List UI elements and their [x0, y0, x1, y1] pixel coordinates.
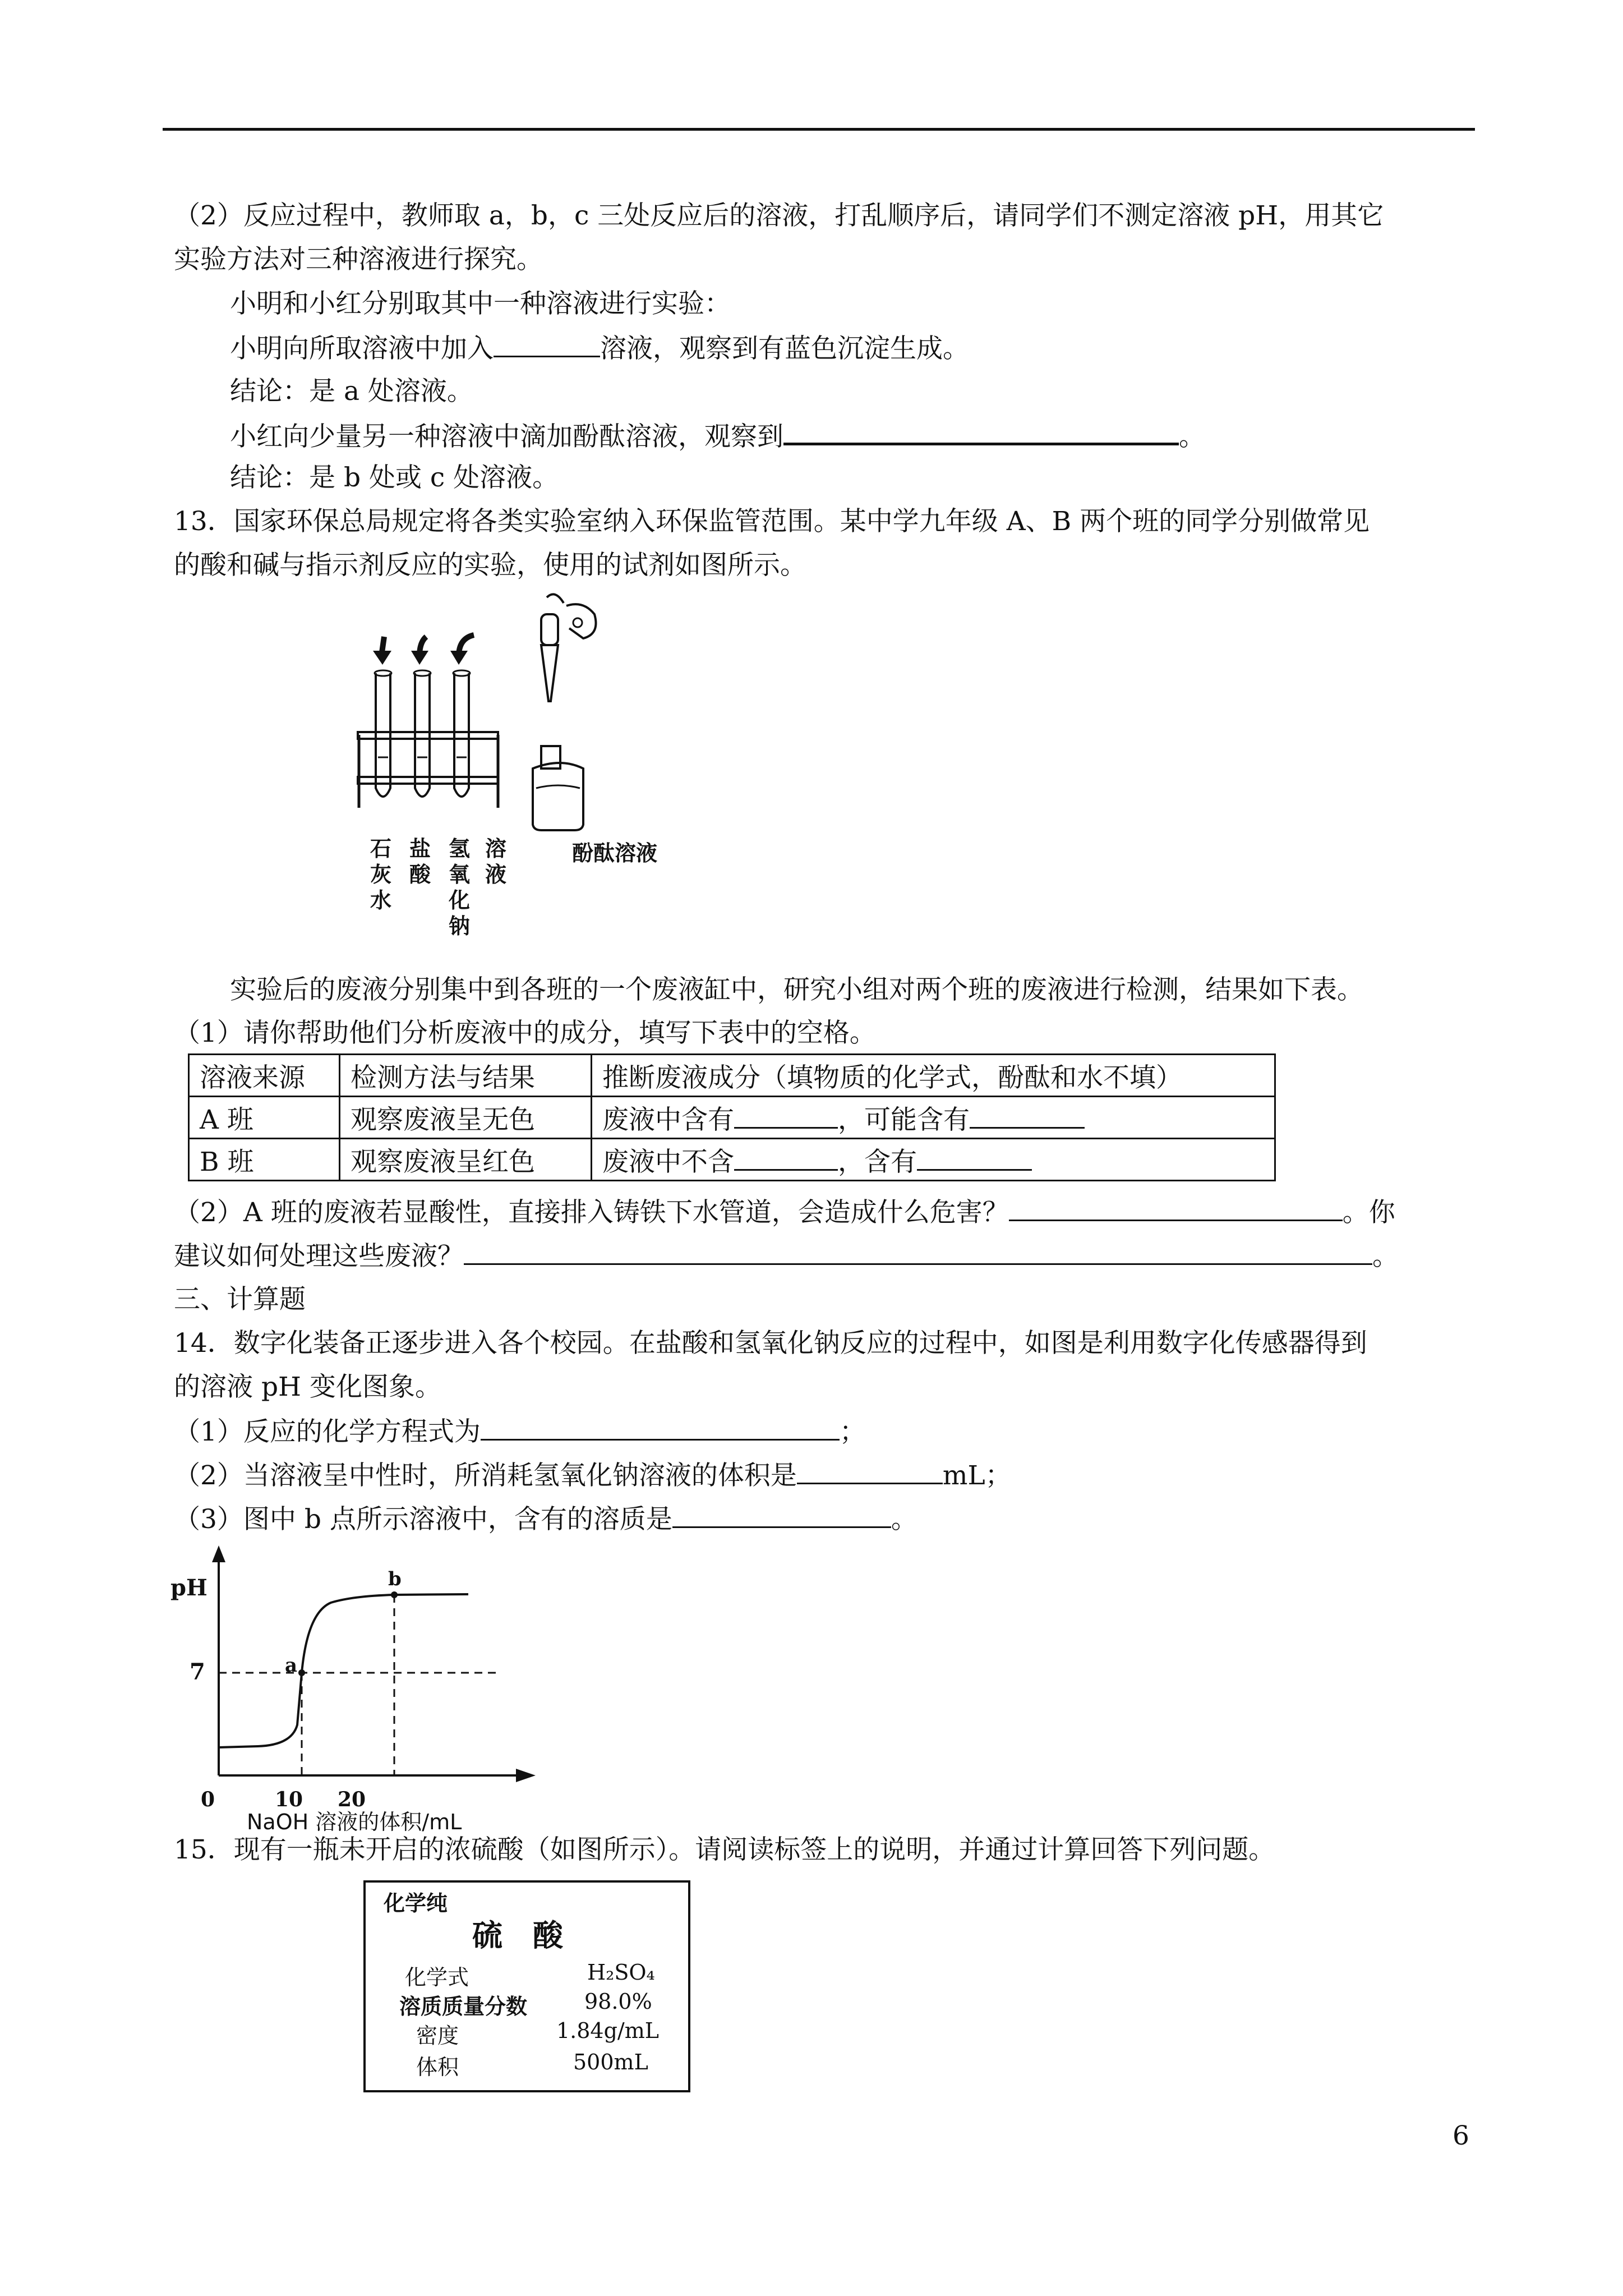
ph-chart	[163, 1540, 544, 1832]
point-a	[298, 1669, 305, 1676]
row-a-blank-1[interactable]	[734, 1102, 838, 1129]
ph-curve	[219, 1594, 468, 1747]
y-axis-label: pH	[170, 1575, 208, 1601]
q12-part2: （2）反应过程中，教师取 a，b，c 三处反应后的溶液，打乱顺序后，请同学们不测定溶液 pH，用其它	[174, 200, 1384, 231]
y-tick-7: 7	[190, 1659, 205, 1685]
q13-part2	[174, 1195, 1395, 1230]
q12-part2-cont: 实验方法对三种溶液进行探究。	[174, 244, 543, 275]
row-b-text-a: 废液中不含	[602, 1146, 734, 1177]
label-density-value: 1.84g/mL	[556, 2018, 660, 2043]
q12-conclusion-1: 结论：是 a 处溶液。	[230, 376, 473, 407]
reagent-figure	[348, 589, 662, 954]
point-b-label: b	[388, 1568, 402, 1590]
table-cell: A 班	[189, 1097, 340, 1139]
point-a-label: a	[285, 1654, 298, 1677]
q13-part2-cont	[174, 1239, 1399, 1273]
q14-p2-blank[interactable]	[797, 1458, 943, 1484]
label-solution: 溶液	[485, 836, 507, 887]
q14-p1-text-b: ；	[839, 1416, 866, 1447]
label-volume-key: 体积	[416, 2055, 459, 2079]
section-heading: 三、计算题	[174, 1284, 306, 1315]
row-b-text-b: ，含有	[838, 1146, 917, 1177]
q14-part1	[174, 1414, 866, 1449]
label-fraction-key: 溶质质量分数	[399, 1994, 528, 2019]
table-header: 溶液来源	[189, 1055, 340, 1097]
q13-part2-blank-2[interactable]	[464, 1239, 1372, 1265]
label-formula-key: 化学式	[405, 1965, 469, 1990]
q14-part2	[174, 1458, 1012, 1493]
q12-ming-blank[interactable]	[494, 331, 600, 357]
q13-part2-text-b: 。你	[1342, 1197, 1395, 1228]
q14-p1-text-a: （1）反应的化学方程式为	[174, 1416, 481, 1447]
q13-part2-blank-1[interactable]	[1009, 1195, 1343, 1221]
q12-ming	[230, 331, 969, 366]
label-density-key: 密度	[416, 2023, 459, 2048]
q14-p2-text-a: （2）当溶液呈中性时，所消耗氢氧化钠溶液的体积是	[174, 1460, 797, 1491]
q14-p1-blank[interactable]	[481, 1414, 840, 1441]
header-rule	[163, 128, 1475, 131]
q14-p3-text-a: （3）图中 b 点所示溶液中，含有的溶质是	[174, 1504, 672, 1535]
q12-hong	[230, 418, 1205, 454]
x-tick-10: 10	[275, 1788, 303, 1811]
q13-stem-1: 13．国家环保总局规定将各类实验室纳入环保监管范围。某中学九年级 A、B 两个班的同学分别做常见	[174, 506, 1370, 537]
q13-part2-text-c: 建议如何处理这些废液？	[174, 1241, 464, 1272]
page-number: 6	[1453, 2120, 1469, 2151]
label-sodium-hydroxide: 氢氧化钠	[449, 836, 471, 938]
q13-part1: （1）请你帮助他们分析废液中的成分，填写下表中的空格。	[174, 1018, 876, 1048]
table-cell	[592, 1139, 1275, 1181]
waste-analysis-table	[188, 1053, 1276, 1181]
q13-part2-text-d: 。	[1372, 1241, 1399, 1272]
table-cell: 观察废液呈红色	[340, 1139, 592, 1181]
q14-part3	[174, 1502, 917, 1536]
q14-p3-blank[interactable]	[672, 1502, 891, 1528]
reagent-drawing	[348, 589, 662, 954]
label-fraction-value: 98.0%	[584, 1989, 652, 2014]
label-name: 硫 酸	[472, 1917, 563, 1953]
table-row	[189, 1139, 1275, 1181]
table-header: 推断废液成分（填物质的化学式，酚酞和水不填）	[592, 1055, 1275, 1097]
table-header: 检测方法与结果	[340, 1055, 592, 1097]
table-cell	[592, 1097, 1275, 1139]
q12-hong-blank[interactable]	[783, 418, 1179, 445]
x-tick-0: 0	[201, 1788, 215, 1811]
row-a-text-a: 废液中含有	[602, 1104, 734, 1135]
table-cell: B 班	[189, 1139, 340, 1181]
row-b-blank-1[interactable]	[734, 1144, 838, 1171]
x-axis-arrow	[516, 1769, 536, 1782]
q14-p2-text-b: mL；	[942, 1460, 1012, 1491]
label-phenolphthalein: 酚酞溶液	[572, 841, 658, 866]
q14-p3-text-b: 。	[891, 1504, 917, 1535]
q13-part2-text-a: （2）A 班的废液若显酸性，直接排入铸铁下水管道，会造成什么危害？	[174, 1197, 1009, 1228]
x-tick-20: 20	[338, 1788, 366, 1811]
q12-hong-text-b: 。	[1179, 421, 1205, 452]
x-axis-label: NaOH 溶液的体积/mL	[247, 1810, 462, 1834]
table-cell: 观察废液呈无色	[340, 1097, 592, 1139]
row-a-text-b: ，可能含有	[838, 1104, 970, 1135]
row-a-blank-2[interactable]	[970, 1102, 1085, 1129]
q12-hong-text-a: 小红向少量另一种溶液中滴加酚酞溶液，观察到	[230, 421, 783, 452]
label-volume-value: 500mL	[573, 2050, 648, 2074]
label-hydrochloric-acid: 盐酸	[409, 836, 431, 887]
y-axis-arrow	[212, 1545, 225, 1562]
q13-stem-2: 的酸和碱与指示剂反应的实验，使用的试剂如图所示。	[174, 550, 806, 581]
sulfuric-acid-label	[363, 1880, 690, 2092]
q15-stem: 15．现有一瓶未开启的浓硫酸（如图所示）。请阅读标签上的说明，并通过计算回答下列问题。	[174, 1834, 1275, 1865]
q14-stem-2: 的溶液 pH 变化图象。	[174, 1372, 441, 1402]
q13-paragraph: 实验后的废液分别集中到各班的一个废液缸中，研究小组对两个班的废液进行检测，结果如下表。	[230, 974, 1363, 1005]
q12-ming-text-a: 小明向所取溶液中加入	[230, 333, 494, 364]
row-b-blank-2[interactable]	[917, 1144, 1032, 1171]
q12-ming-text-b: 溶液，观察到有蓝色沉淀生成。	[600, 333, 969, 364]
label-grade: 化学纯	[384, 1891, 448, 1916]
q12-intro: 小明和小红分别取其中一种溶液进行实验：	[230, 288, 731, 319]
q14-stem-1: 14．数字化装备正逐步进入各个校园。在盐酸和氢氧化钠反应的过程中，如图是利用数字化传感器得到	[174, 1328, 1367, 1359]
point-b	[391, 1591, 398, 1598]
q12-conclusion-2: 结论：是 b 处或 c 处溶液。	[230, 462, 559, 493]
table-header-row	[189, 1055, 1275, 1097]
label-formula-value: H₂SO₄	[587, 1960, 655, 1985]
table-row	[189, 1097, 1275, 1139]
label-limewater: 石灰水	[370, 836, 392, 913]
